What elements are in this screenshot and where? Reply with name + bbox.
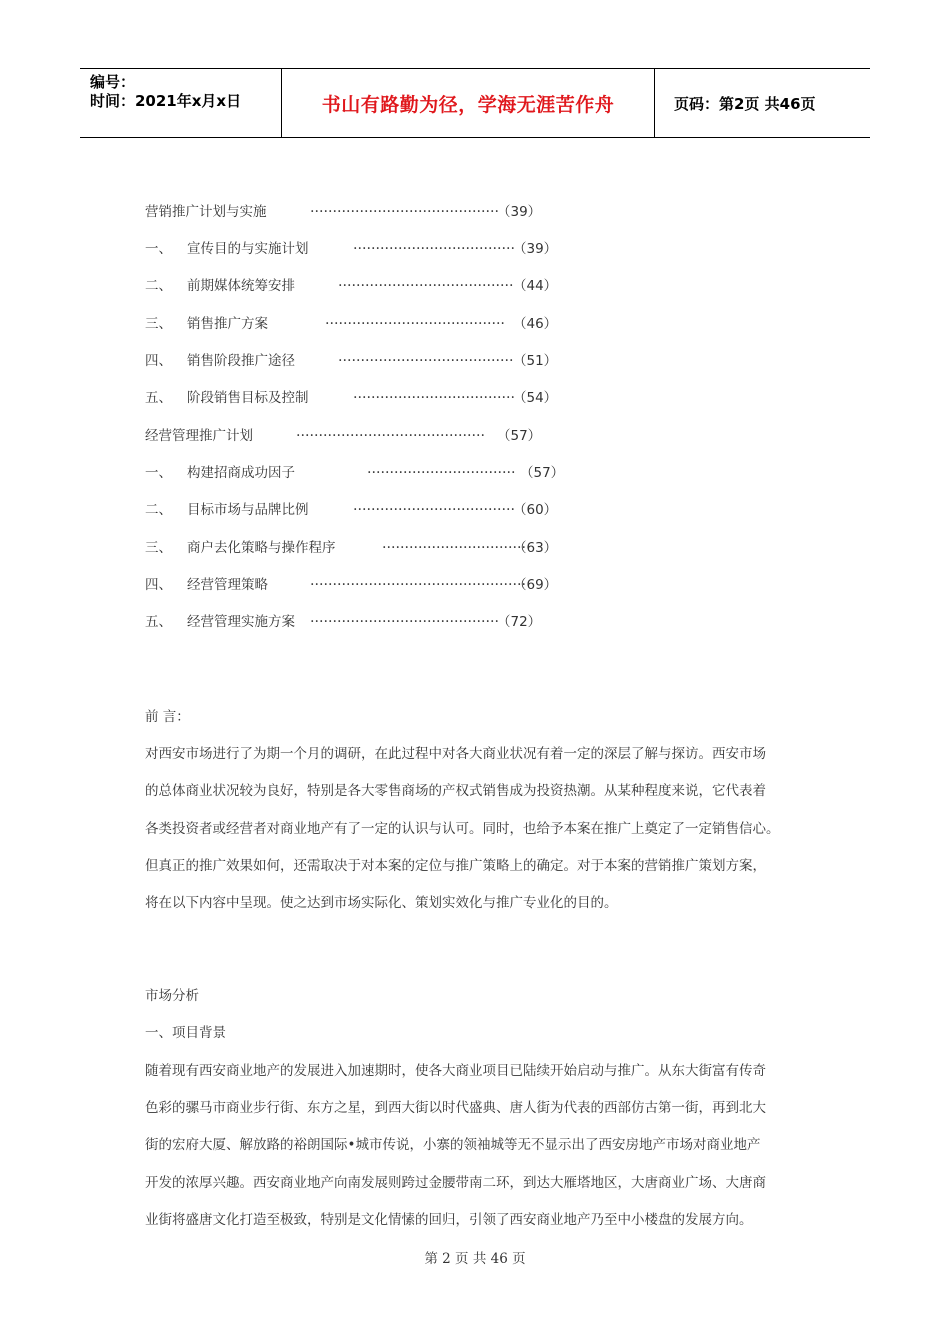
- toc-page: （60）: [513, 502, 558, 518]
- document-date-label: 时间：2021年x月x日: [90, 92, 242, 110]
- market-line: 色彩的骡马市商业步行街、东方之星，到西大街以时代盛典、唐人街为代表的西部仿古第一街，再到北大: [145, 1100, 766, 1116]
- toc-number: 二、: [145, 502, 172, 518]
- toc-title: 销售阶段推广途径: [187, 353, 295, 369]
- header-meta: [80, 69, 280, 137]
- toc-title: 销售推广方案: [187, 316, 268, 332]
- toc-title: 阶段销售目标及控制: [187, 390, 309, 406]
- market-subheading: 一、项目背景: [145, 1025, 226, 1041]
- toc-page: （44）: [513, 278, 558, 294]
- toc-title: 前期媒体统筹安排: [187, 278, 295, 294]
- preface-heading: 前 言：: [145, 709, 190, 725]
- toc-page: （39）: [497, 204, 542, 220]
- preface-line: 将在以下内容中呈现。使之达到市场实际化、策划实效化与推广专业化的目的。: [145, 895, 618, 911]
- toc-page: （72）: [497, 614, 542, 630]
- market-line: 随着现有西安商业地产的发展进入加速期时，使各大商业项目已陆续开始启动与推广。从东大街富有传奇: [145, 1063, 766, 1079]
- toc-page: （57）: [497, 428, 542, 444]
- toc-number: 四、: [145, 353, 172, 369]
- toc-number: 五、: [145, 390, 172, 406]
- document-number-label: 编号：: [90, 73, 136, 91]
- toc-title: 经营管理推广计划: [145, 428, 253, 444]
- toc-number: 三、: [145, 540, 172, 556]
- market-line: 街的宏府大厦、解放路的裕朗国际•城市传说，小寨的领袖城等无不显示出了西安房地产市场对商业地产: [145, 1137, 761, 1153]
- market-line: 开发的浓厚兴趣。西安商业地产向南发展则跨过金腰带南二环，到达大雁塔地区，大唐商业广场、大唐商: [145, 1175, 766, 1191]
- toc-leader: ……………………………………: [310, 610, 499, 626]
- toc-page: （39）: [513, 241, 558, 257]
- header-motto: 书山有路勤为径，学海无涯苦作舟: [281, 69, 655, 137]
- preface-line: 但真正的推广效果如何，还需取决于对本案的定位与推广策略上的确定。对于本案的营销推广策划方案，: [145, 858, 766, 874]
- toc-leader: ………………………………: [353, 386, 515, 402]
- toc-page: （51）: [513, 353, 558, 369]
- toc-leader: ……………………………: [382, 536, 531, 552]
- page-header: [80, 68, 870, 138]
- toc-leader: …………………………………………: [310, 573, 526, 589]
- toc-page: （63）: [513, 540, 558, 556]
- toc-leader: …………………………………: [338, 349, 514, 365]
- toc-title: 目标市场与品牌比例: [187, 502, 309, 518]
- toc-title: 经营管理策略: [187, 577, 268, 593]
- market-line: 业街将盛唐文化打造至极致，特别是文化情愫的回归，引领了西安商业地产乃至中小楼盘的发展方向。: [145, 1212, 753, 1228]
- toc-page: （69）: [513, 577, 558, 593]
- toc-page: （54）: [513, 390, 558, 406]
- toc-number: 一、: [145, 241, 172, 257]
- toc-number: 二、: [145, 278, 172, 294]
- toc-number: 五、: [145, 614, 172, 630]
- toc-leader: ………………………………: [353, 498, 515, 514]
- page-footer: 第 2 页 共 46 页: [424, 1251, 526, 1267]
- toc-title: 宣传目的与实施计划: [187, 241, 309, 257]
- toc-title: 商户去化策略与操作程序: [187, 540, 336, 556]
- toc-leader: ……………………………………: [310, 200, 499, 216]
- toc-leader: ………………………………….: [325, 312, 505, 328]
- preface-line: 的总体商业状况较为良好，特别是各大零售商场的产权式销售成为投资热潮。从某种程度来说，它代表着: [145, 783, 766, 799]
- toc-title: 经营管理实施方案: [187, 614, 295, 630]
- preface-line: 对西安市场进行了为期一个月的调研，在此过程中对各大商业状况有着一定的深层了解与探访。西安市场: [145, 746, 766, 762]
- preface-line: 各类投资者或经营者对商业地产有了一定的认识与认可。同时，也给予本案在推广上奠定了一定销售信心。: [145, 821, 780, 837]
- toc-number: 三、: [145, 316, 172, 332]
- toc-number: 四、: [145, 577, 172, 593]
- header-page-indicator: [664, 69, 870, 137]
- toc-title: 构建招商成功因子: [187, 465, 295, 481]
- toc-leader: ……………………………………: [296, 424, 485, 440]
- toc-page: （46）: [513, 316, 558, 332]
- toc-page: （57）: [520, 465, 565, 481]
- toc-title: 营销推广计划与实施: [145, 204, 267, 220]
- page-label: 页码：第2页 共46页: [674, 94, 816, 113]
- toc-leader: …………………………………: [338, 274, 514, 290]
- toc-number: 一、: [145, 465, 172, 481]
- market-heading: 市场分析: [145, 988, 199, 1004]
- toc-leader: ……………………………: [367, 461, 516, 477]
- toc-leader: ………………………………: [353, 237, 515, 253]
